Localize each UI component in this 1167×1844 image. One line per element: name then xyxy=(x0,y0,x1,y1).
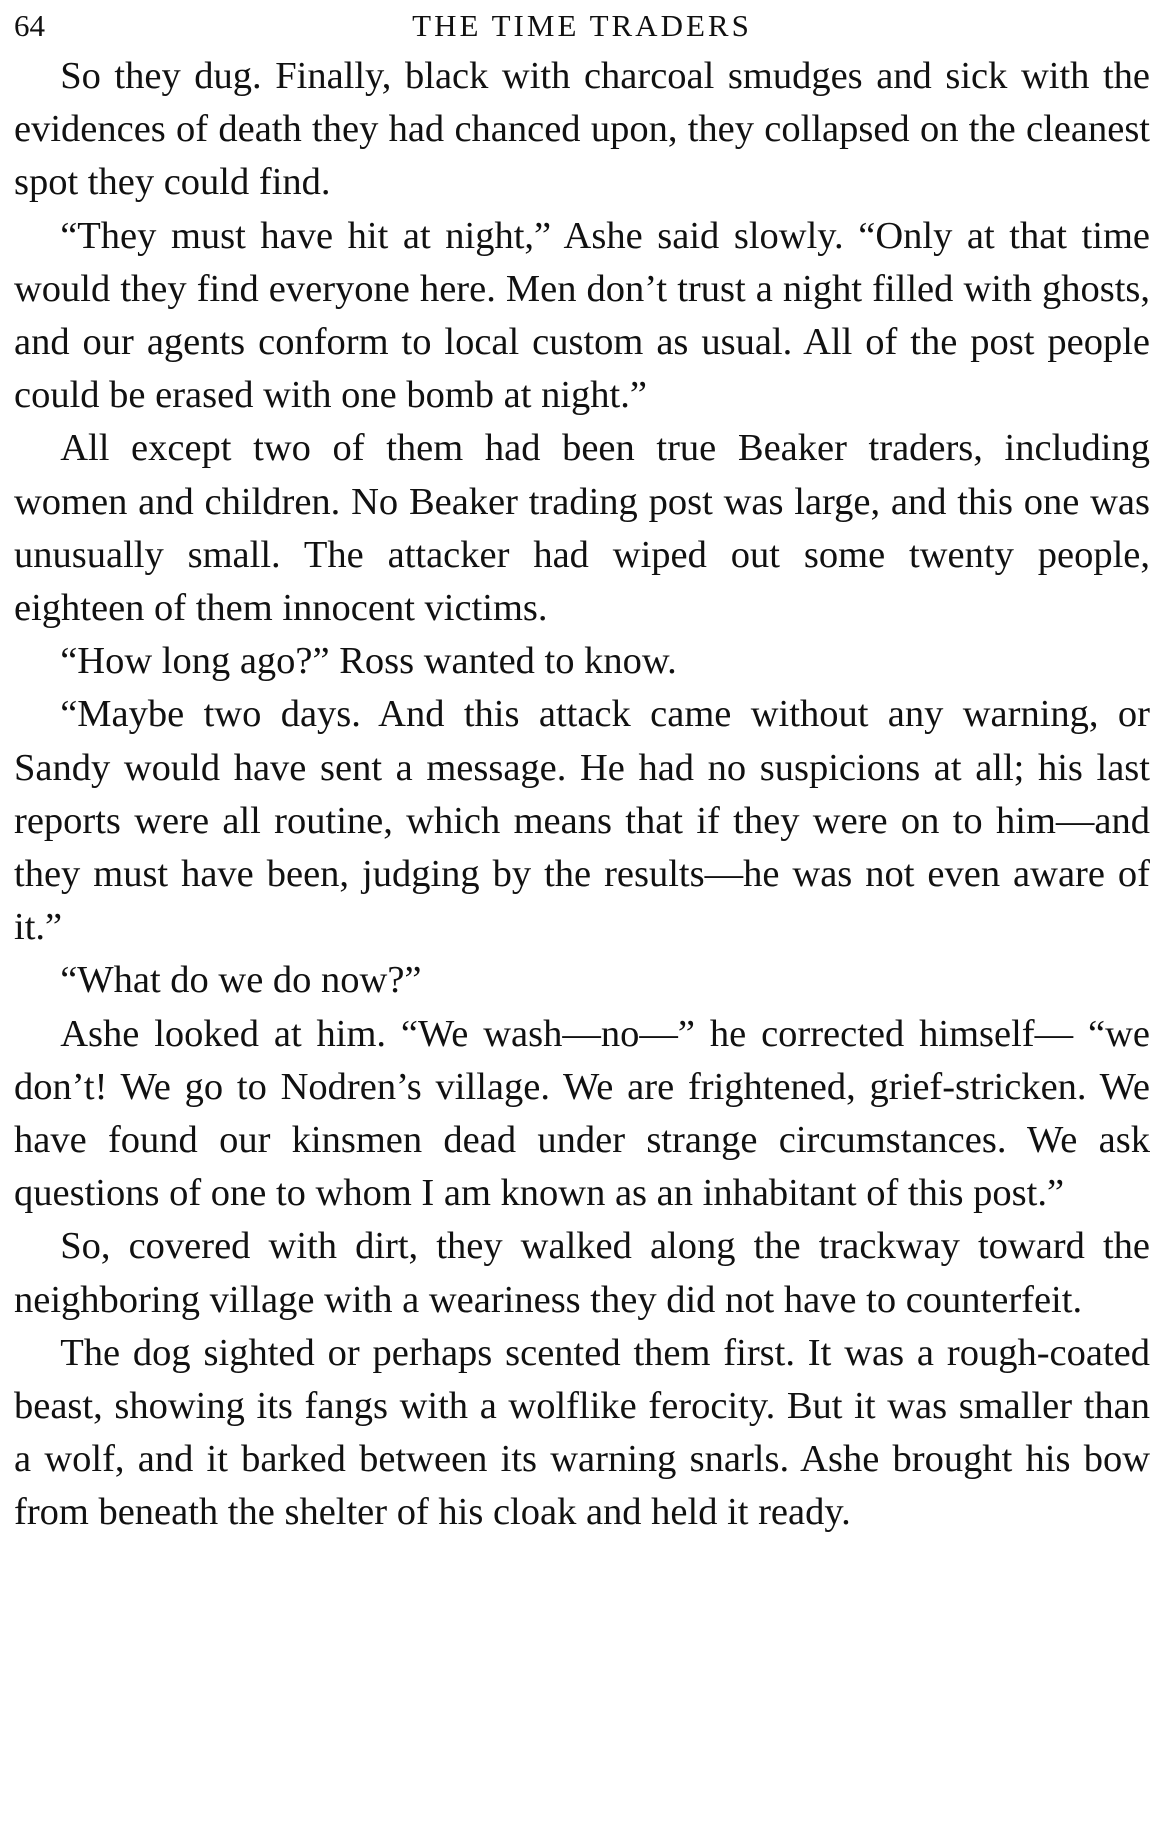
paragraph: “They must have hit at night,” Ashe said slowly. “Only at that time would they find everyone here. Men don’t trust a night filled with ghosts, and our agents conform to local custom as usual. All of the post people could be erased with one bomb at night.” xyxy=(14,214,1150,417)
paragraph: Ashe looked at him. “We wash—no—” he corrected himself— “we don’t! We go to Nodren’s village. We are frightened, grief-stricken. We have found our kinsmen dead under strange circumstances. We ask questions of one to whom I am known as an inhabitant of this post.” xyxy=(14,1012,1150,1215)
paragraph: “Maybe two days. And this attack came without any warning, or Sandy would have sent a message. He had no suspicions at all; his last reports were all routine, which means that if they were on to him—and they must have been, judging by the results—he was not even aware of it.” xyxy=(14,693,1150,949)
page-header xyxy=(14,4,1150,46)
paragraph: The dog sighted or perhaps scented them first. It was a rough-coated beast, showing its fangs with a wolflike ferocity. But it was smaller than a wolf, and it barked between its warning snarls. Ashe brought his bow from beneath the shelter of his cloak and held it ready. xyxy=(14,1331,1150,1534)
running-title: THE TIME TRADERS xyxy=(412,8,752,43)
paragraph: So they dug. Finally, black with charcoal smudges and sick with the evidences of death they had chanced upon, they collapsed on the cleanest spot they could find. xyxy=(14,55,1150,204)
paragraph: “How long ago?” Ross wanted to know. xyxy=(60,640,677,683)
book-page xyxy=(14,0,1150,1844)
paragraph: So, covered with dirt, they walked along the trackway toward the neighboring village with a weariness they did not have to counterfeit. xyxy=(14,1225,1150,1321)
paragraph: “What do we do now?” xyxy=(60,959,422,1002)
page-number: 64 xyxy=(14,8,45,43)
paragraph: All except two of them had been true Beaker traders, including women and children. No Beaker trading post was large, and this one was unusually small. The attacker had wiped out some twenty people, eighteen of them innocent victims. xyxy=(14,427,1150,630)
body-text xyxy=(14,50,1150,1540)
